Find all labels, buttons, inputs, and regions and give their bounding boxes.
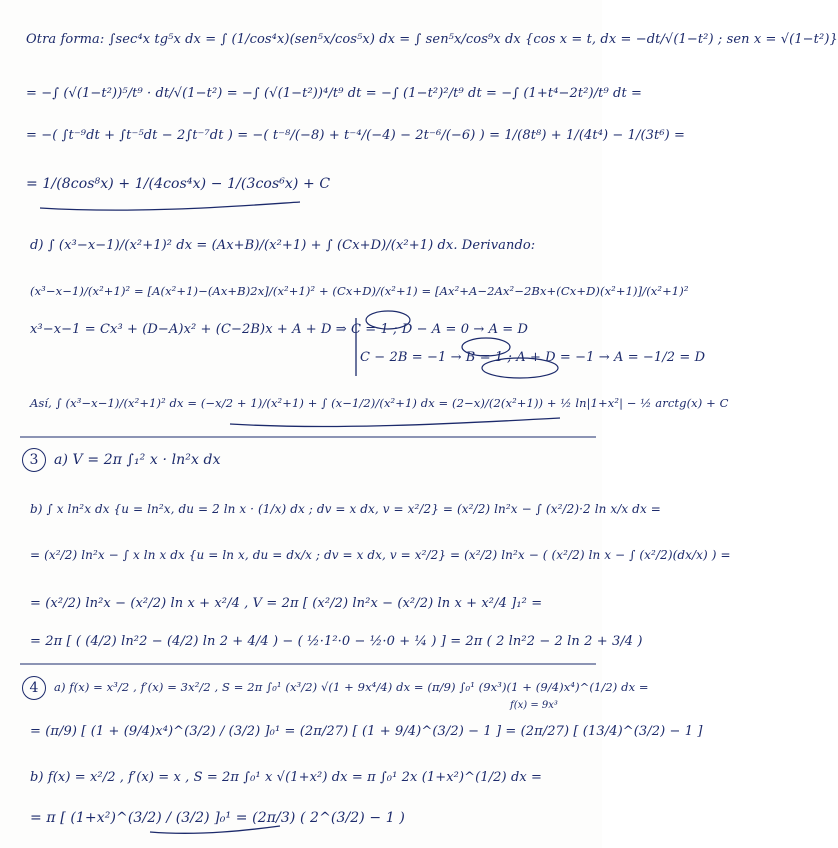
note-line-8: C − 2B = −1 → B = 1 ; A + D = −1 → A = −1/2 = D — [360, 350, 706, 365]
note-line-6: (x³−x−1)/(x²+1)² = [A(x²+1)−(Ax+B)2x]/(x²+1)² + (Cx+D)/(x²+1) = [Ax²+A−2Ax²−2Bx+(Cx+D)(x²+1)]/(x²+1)² — [30, 284, 689, 298]
note-line-14: = 2π [ ( (4/2) ln²2 − (4/2) ln 2 + 4/4 ) − ( ½·1²·0 − ½·0 + ¼ ) ] = 2π ( 2 ln²2 − 2 ln 2 + 3/4 ) — [30, 634, 643, 649]
note-line-18: = π [ (1+x²)^(3/2) / (3/2) ]₀¹ = (2π/3) ( 2^(3/2) − 1 ) — [30, 810, 405, 826]
note-line-11: b) ∫ x ln²x dx {u = ln²x, du = 2 ln x · (1/x) dx ; dv = x dx, v = x²/2} = (x²/2) ln²x − ∫ (x²/2)·2 ln x/x dx = — [30, 502, 661, 516]
exercise-number-4: 4 — [22, 676, 46, 700]
note-line-12: = (x²/2) ln²x − ∫ x ln x dx {u = ln x, du = dx/x ; dv = x dx, v = x²/2} = (x²/2) ln²x − ( (x²/2) ln x − ∫ (x²/2)(dx/x) ) = — [30, 548, 731, 562]
margin-note: f(x) = 9x³ — [510, 700, 558, 711]
note-line-16: = (π/9) [ (1 + (9/4)x⁴)^(3/2) / (3/2) ]₀¹ = (2π/27) [ (1 + 9/4)^(3/2) − 1 ] = (2π/27) [ (13/4)^(3/2) − 1 ] — [30, 724, 703, 739]
note-line-5: d) ∫ (x³−x−1)/(x²+1)² dx = (Ax+B)/(x²+1) + ∫ (Cx+D)/(x²+1) dx. Derivando: — [30, 238, 536, 253]
note-line-10: a) V = 2π ∫₁² x · ln²x dx — [54, 452, 221, 468]
note-line-17: b) f(x) = x²/2 , f′(x) = x , S = 2π ∫₀¹ x √(1+x²) dx = π ∫₀¹ 2x (1+x²)^(1/2) dx = — [30, 770, 543, 785]
note-line-7: x³−x−1 = Cx³ + (D−A)x² + (C−2B)x + A + D ⇒ C = 1 ; D − A = 0 → A = D — [30, 322, 529, 337]
note-line-13: = (x²/2) ln²x − (x²/2) ln x + x²/4 , V = 2π [ (x²/2) ln²x − (x²/2) ln x + x²/4 ]₁² = — [30, 596, 543, 611]
note-line-2: = −∫ (√(1−t²))⁵/t⁹ · dt/√(1−t²) = −∫ (√(1−t²))⁴/t⁹ dt = −∫ (1−t²)²/t⁹ dt = −∫ (1+t⁴−2t²)/t⁹ dt = — [26, 86, 643, 101]
exercise-number-3: 3 — [22, 448, 46, 472]
note-line-15: a) f(x) = x³/2 , f′(x) = 3x²/2 , S = 2π ∫₀¹ (x³/2) √(1 + 9x⁴/4) dx = (π/9) ∫₀¹ (9x³)(1 + (9/4)x⁴)^(1/2) dx = — [54, 680, 649, 694]
note-line-9: Así, ∫ (x³−x−1)/(x²+1)² dx = (−x/2 + 1)/(x²+1) + ∫ (x−1/2)/(x²+1) dx = (2−x)/(2(x²+1)) + ½ ln|1+x²| − ½ arctg(x) + C — [30, 396, 729, 410]
note-line-4: = 1/(8cos⁸x) + 1/(4cos⁴x) − 1/(3cos⁶x) + C — [26, 176, 331, 192]
note-line-1: Otra forma: ∫sec⁴x tg⁵x dx = ∫ (1/cos⁴x)(sen⁵x/cos⁵x) dx = ∫ sen⁵x/cos⁹x dx {cos x = t, dx = −dt/√(1−t²) ; sen x = √(1−t²)} — [26, 32, 838, 47]
note-line-3: = −( ∫t⁻⁹dt + ∫t⁻⁵dt − 2∫t⁻⁷dt ) = −( t⁻⁸/(−8) + t⁻⁴/(−4) − 2t⁻⁶/(−6) ) = 1/(8t⁸) + 1/(4t⁴) − 1/(3t⁶) = — [26, 128, 686, 143]
